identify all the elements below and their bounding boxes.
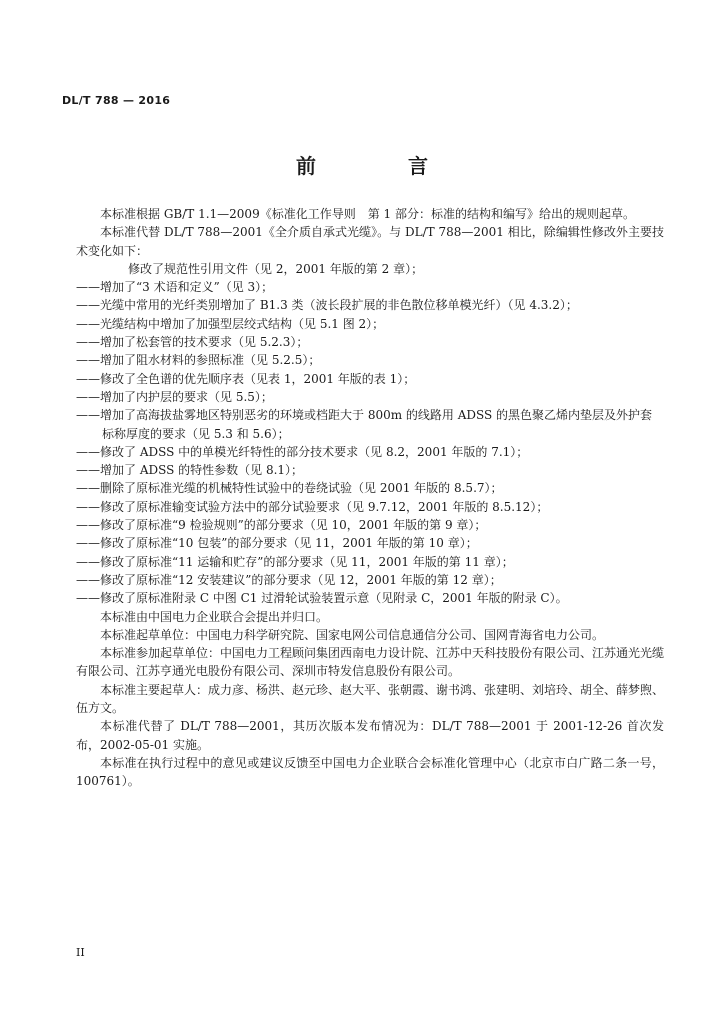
change-item: ——增加了松套管的技术要求（见 5.2.3）； (76, 335, 309, 350)
paragraph: 本标准起草单位：中国电力科学研究院、国家电网公司信息通信分公司、国网青海省电力公司。 (100, 627, 605, 642)
page-title: 前 言 (296, 154, 464, 178)
paragraph: 本标准根据 GB/T 1.1—2009《标准化工作导则 第 1 部分：标准的结构和编写》给出的规则起草。 (100, 207, 635, 221)
change-item: ——修改了全色谱的优先顺序表（见表 1，2001 年版的表 1）； (76, 371, 416, 386)
page-number: II (76, 946, 85, 959)
change-item: ——增加了阻水材料的参照标准（见 5.2.5）； (76, 353, 321, 368)
change-item: ——增加了“3 术语和定义”（见 3）； (76, 280, 274, 295)
change-item: ——修改了原标准“10 包装”的部分要求（见 11，2001 年版的第 10 章）； (76, 536, 478, 551)
change-item: ——增加了 ADSS 的特性参数（见 8.1）； (76, 463, 304, 478)
paragraph: 本标准在执行过程中的意见或建议反馈至中国电力企业联合会标准化管理中心（北京市白广路二条一号，100761）。 (76, 755, 664, 789)
change-item: ——修改了原标准输变试验方法中的部分试验要求（见 9.7.12，2001 年版的 8.5.12）； (76, 499, 549, 514)
paragraph: 本标准主要起草人：成力彦、杨洪、赵元珍、赵大平、张朝霞、谢书鸿、张建明、刘培玲、胡全、薛梦煦、伍方文。 (76, 682, 665, 716)
change-item: ——修改了原标准“9 检验规则”的部分要求（见 10，2001 年版的第 9 章）； (76, 518, 487, 533)
document-id: DL/T 788 — 2016 (62, 94, 171, 107)
change-item: ——增加了高海拔盐雾地区特别恶劣的环境或档距大于 800m 的线路用 ADSS 的黑色聚乙烯内垫层及外护套标称厚度的要求（见 5.3 和 5.6）； (76, 408, 653, 441)
paragraph: 本标准参加起草单位：中国电力工程顾问集团西南电力设计院、江苏中天科技股份有限公司、江苏通光光缆有限公司、江苏亨通光电股份有限公司、深圳市特发信息股份有限公司。 (76, 646, 665, 679)
foreword-body (76, 205, 664, 791)
paragraph: 本标准代替了 DL/T 788—2001，其历次版本发布情况为：DL/T 788—2001 于 2001-12-26 首次发布，2002-05-01 实施。 (76, 719, 664, 752)
change-item: ——修改了原标准“11 运输和贮存”的部分要求（见 11，2001 年版的第 11 章）； (76, 554, 514, 569)
change-item: ——修改了 ADSS 中的单模光纤特性的部分技术要求（见 8.2，2001 年版的 7.1）； (76, 444, 529, 459)
paragraph: 本标准代替 DL/T 788—2001《全介质自承式光缆》。与 DL/T 788—2001 相比，除编辑性修改外主要技术变化如下： (76, 225, 664, 258)
change-item: ——光缆结构中增加了加强型层绞式结构（见 5.1 图 2）； (76, 316, 385, 331)
change-item: ——光缆中常用的光纤类别增加了 B1.3 类（波长段扩展的非色散位移单模光纤）（见 4.3.2）； (76, 298, 578, 313)
change-item: 修改了规范性引用文件（见 2，2001 年版的第 2 章）； (128, 261, 424, 276)
paragraph: 本标准由中国电力企业联合会提出并归口。 (100, 609, 329, 624)
change-item: ——修改了原标准附录 C 中图 C1 过滑轮试验装置示意（见附录 C，2001 年版的附录 C）。 (76, 591, 568, 606)
change-item: ——删除了原标准光缆的机械特性试验中的卷绕试验（见 2001 年版的 8.5.7）； (76, 481, 503, 496)
change-item: ——修改了原标准“12 安装建议”的部分要求（见 12，2001 年版的第 12 章）； (76, 572, 502, 587)
change-item: ——增加了内护层的要求（见 5.5）； (76, 389, 273, 404)
